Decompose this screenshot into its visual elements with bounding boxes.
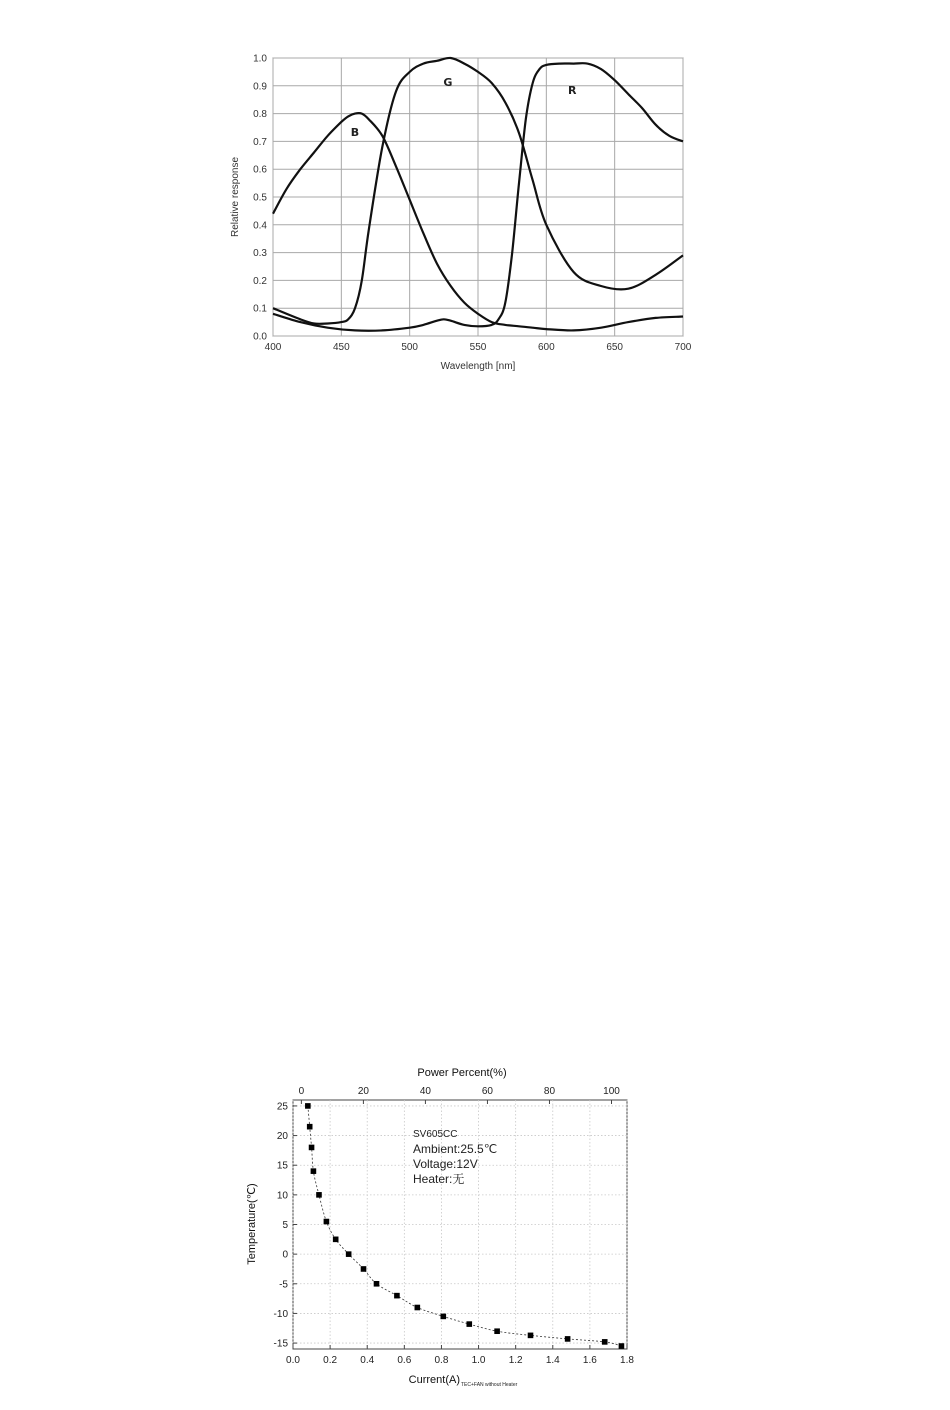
chart2-x-axis-subscript: TEC+FAN without Heater <box>461 1382 518 1388</box>
chart2-x-tick-label: 0.8 <box>434 1355 449 1366</box>
chart1-x-tick-label: 600 <box>537 342 555 353</box>
chart2-y-tick-label: 5 <box>282 1220 288 1231</box>
chart1-x-tick-label: 550 <box>469 342 487 353</box>
chart2-top-tick-label: 0 <box>298 1086 305 1097</box>
chart1-x-tick-label: 700 <box>674 342 692 353</box>
spectral-response-chart <box>230 54 692 373</box>
chart2-annotation-model: SV605CC <box>413 1129 458 1140</box>
chart2-x-tick-label: 1.2 <box>508 1355 523 1366</box>
chart2-top-axis-label: Power Percent(%) <box>417 1067 507 1079</box>
chart2-y-tick-label: 20 <box>276 1131 288 1143</box>
chart2-data-point <box>307 1124 313 1130</box>
chart2-top-tick-label: 100 <box>603 1086 620 1097</box>
chart1-y-tick-label: 0.6 <box>253 164 267 176</box>
chart2-data-point <box>619 1343 625 1349</box>
chart1-y-tick-label: 0.1 <box>253 303 267 315</box>
chart1-y-tick-label: 0.0 <box>253 331 267 343</box>
chart2-top-tick-label: 60 <box>481 1086 494 1097</box>
chart2-data-point <box>441 1314 447 1320</box>
chart1-y-tick-label: 0.7 <box>253 136 267 148</box>
chart1-y-tick-label: 0.4 <box>253 220 267 232</box>
chart1-y-tick-label: 0.3 <box>253 248 267 260</box>
chart2-data-point <box>305 1103 311 1109</box>
chart1-y-tick-label: 0.2 <box>253 275 267 287</box>
chart2-data-point <box>394 1293 400 1299</box>
chart2-y-tick-label: 10 <box>276 1190 288 1202</box>
chart2-data-point <box>316 1192 322 1198</box>
chart2-y-tick-label: -5 <box>279 1279 288 1291</box>
chart1-y-axis-label: Relative response <box>230 156 241 238</box>
chart1-x-ticks <box>265 342 692 353</box>
chart2-x-axis-label: Current(A) <box>408 1374 460 1386</box>
chart2-top-tick-label: 80 <box>543 1086 556 1097</box>
chart2-data-point <box>311 1168 317 1174</box>
chart2-data-point <box>309 1145 315 1151</box>
chart2-x-tick-label: 0.0 <box>286 1355 300 1366</box>
temperature-current-chart <box>246 1067 634 1388</box>
chart2-x-tick-label: 1.8 <box>620 1355 634 1366</box>
chart1-curve-label-b: B <box>350 125 360 139</box>
chart2-data-point <box>528 1333 534 1339</box>
chart2-data-point <box>333 1237 339 1243</box>
chart2-data-point <box>346 1251 352 1257</box>
chart1-x-axis-label: Wavelength [nm] <box>440 361 516 372</box>
chart2-data-point <box>565 1336 571 1342</box>
chart2-annotation-voltage: Voltage:12V <box>413 1157 478 1171</box>
chart2-x-tick-label: 1.4 <box>545 1355 560 1366</box>
chart2-y-tick-label: 25 <box>276 1101 288 1113</box>
chart1-x-tick-label: 450 <box>332 342 350 353</box>
chart2-data-point <box>466 1321 472 1327</box>
chart2-data-point <box>602 1339 608 1345</box>
chart2-y-tick-label: -15 <box>273 1338 288 1350</box>
chart1-y-ticks <box>253 54 267 343</box>
chart2-x-tick-label: 1.6 <box>582 1355 597 1366</box>
chart2-x-tick-label: 0.2 <box>323 1355 338 1366</box>
chart1-x-tick-label: 400 <box>264 342 282 353</box>
chart2-data-point <box>361 1266 367 1272</box>
chart2-top-tick-label: 20 <box>357 1086 369 1097</box>
chart2-y-axis-label: Temperature(℃) <box>246 1183 258 1265</box>
chart2-data-point <box>494 1328 500 1334</box>
chart2-data-point <box>415 1305 421 1311</box>
chart2-x-tick-label: 1.0 <box>471 1355 486 1366</box>
chart2-data-point <box>374 1281 380 1287</box>
chart2-y-tick-label: -10 <box>273 1308 288 1320</box>
chart2-top-tick-label: 40 <box>419 1086 431 1097</box>
chart2-x-tick-label: 0.6 <box>397 1355 412 1366</box>
chart1-x-tick-label: 500 <box>401 342 419 353</box>
chart2-annotation-ambient: Ambient:25.5℃ <box>413 1142 498 1156</box>
chart2-annotation-heater: Heater:无 <box>413 1172 465 1186</box>
chart2-y-tick-label: 15 <box>276 1160 288 1172</box>
chart1-y-tick-label: 0.5 <box>253 192 267 204</box>
chart1-curve-label-r: R <box>568 84 577 98</box>
chart1-y-tick-label: 0.9 <box>253 81 267 93</box>
chart1-y-tick-label: 1.0 <box>253 53 267 65</box>
chart1-x-tick-label: 650 <box>606 342 624 353</box>
chart2-y-tick-label: 0 <box>282 1249 288 1261</box>
chart1-curve-label-g: G <box>443 75 453 89</box>
chart2-x-tick-label: 0.4 <box>360 1355 375 1366</box>
chart1-y-tick-label: 0.8 <box>253 109 267 121</box>
chart2-data-point <box>324 1219 330 1225</box>
